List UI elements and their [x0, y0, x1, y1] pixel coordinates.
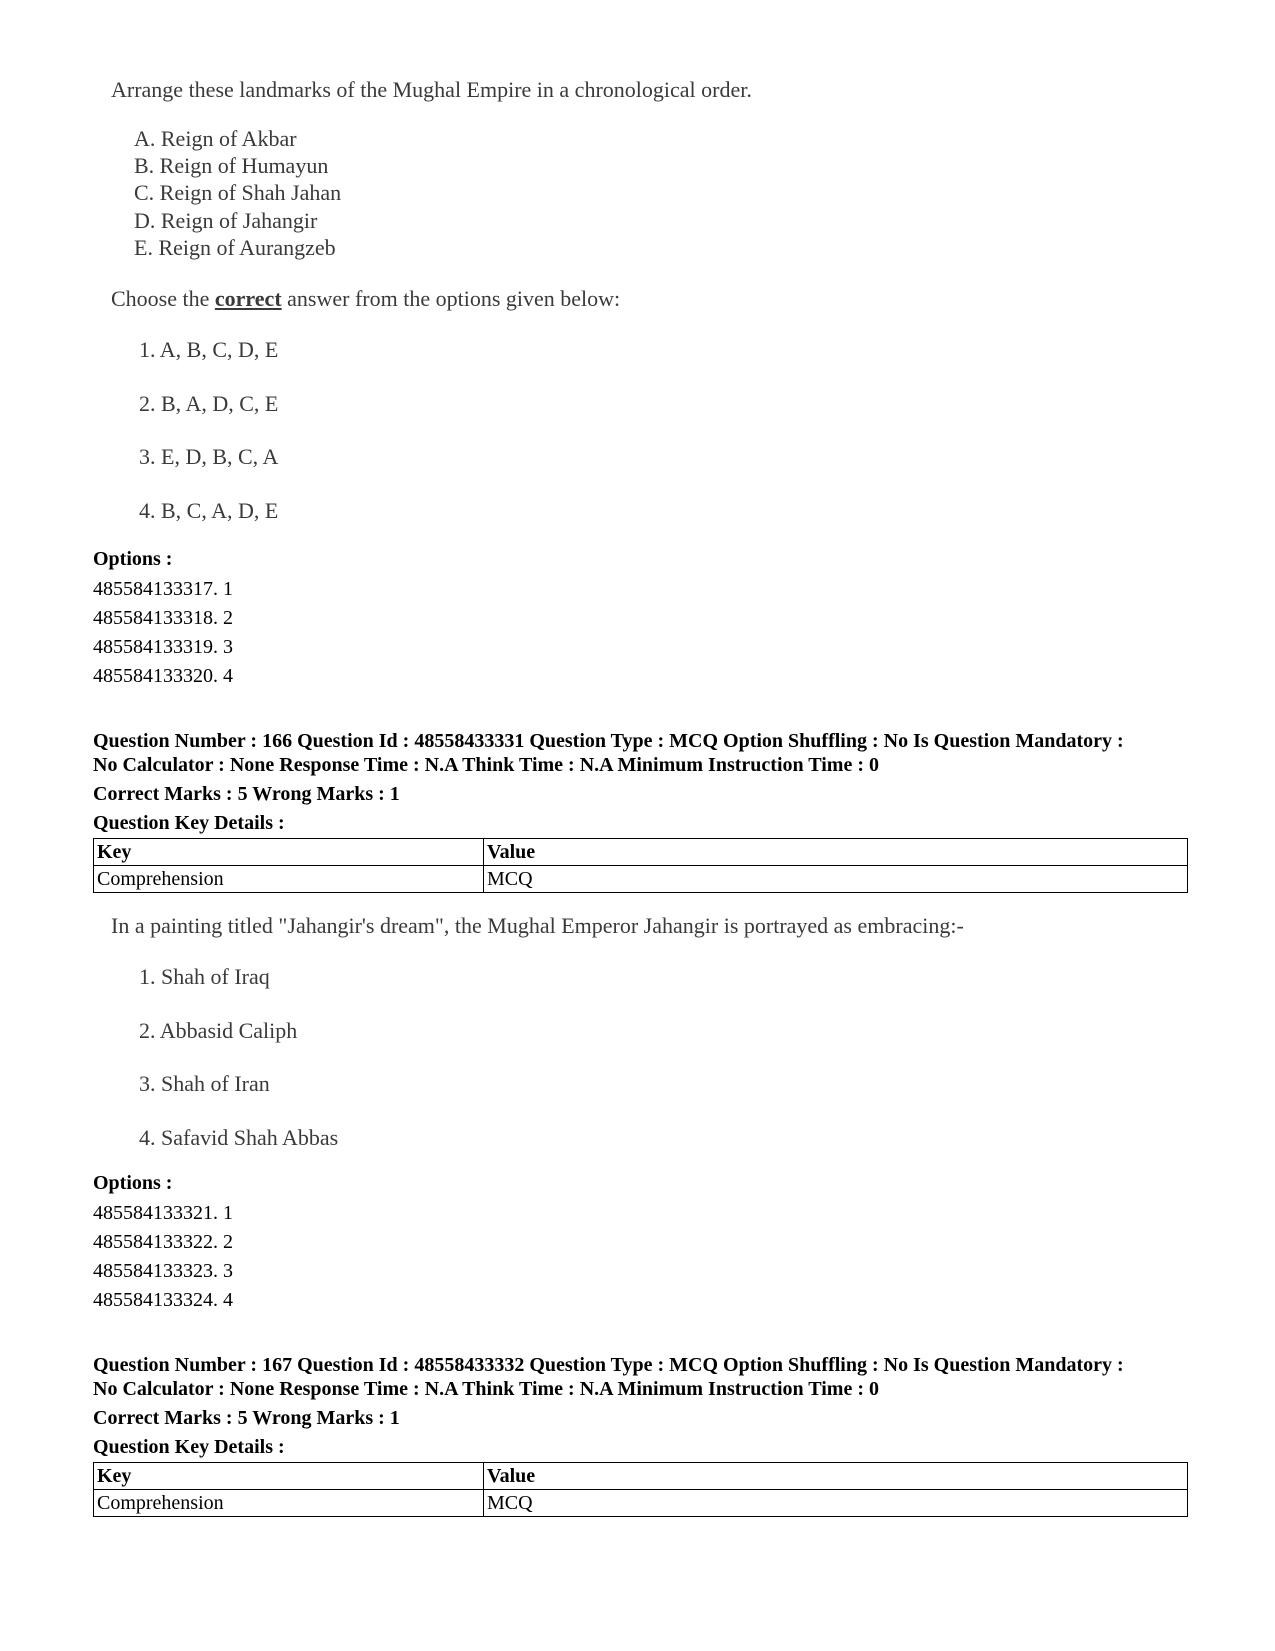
table-header-row [94, 839, 1188, 866]
table-row [94, 866, 1188, 893]
question-key-table [93, 1462, 1188, 1517]
question-166-meta [93, 729, 1193, 835]
table-cell: Comprehension [94, 866, 484, 893]
table-header-cell: Key [94, 839, 484, 866]
option-item: 485584133319. 3 [93, 636, 233, 658]
list-item: C. Reign of Shah Jahan [134, 180, 342, 206]
table-header-row [94, 1463, 1188, 1490]
choice-item: 2. Abbasid Caliph [139, 1017, 298, 1043]
table-header-cell: Value [484, 839, 1188, 866]
answer-choices [139, 336, 278, 550]
choice-item: 4. Safavid Shah Abbas [139, 1124, 339, 1150]
table-header-cell: Key [94, 1463, 484, 1490]
list-item: E. Reign of Aurangzeb [134, 234, 336, 260]
meta-line: No Calculator : None Response Time : N.A Think Time : N.A Minimum Instruction Time : 0 [93, 754, 879, 776]
table-cell: Comprehension [94, 1490, 484, 1517]
choice-item: 4. B, C, A, D, E [139, 497, 279, 523]
table-cell: MCQ [484, 866, 1188, 893]
choice-item: 3. Shah of Iran [139, 1071, 270, 1096]
option-item: 485584133322. 2 [93, 1231, 233, 1253]
option-item: 485584133323. 3 [93, 1260, 233, 1282]
option-item: 485584133320. 4 [93, 665, 233, 687]
choice-item: 1. A, B, C, D, E [139, 337, 279, 362]
option-item: 485584133317. 1 [93, 578, 233, 600]
key-details-label: Question Key Details : [93, 1436, 285, 1458]
table-cell: MCQ [484, 1490, 1188, 1517]
instruction-pre: Choose the [111, 286, 215, 311]
list-item: A. Reign of Akbar [134, 126, 297, 151]
table-header-cell: Value [484, 1463, 1188, 1490]
answer-instruction [111, 285, 620, 312]
marks-line: Correct Marks : 5 Wrong Marks : 1 [93, 1407, 400, 1429]
question-prompt: Arrange these landmarks of the Mughal Empire in a chronological order. [111, 77, 752, 102]
choice-item: 2. B, A, D, C, E [139, 390, 279, 416]
options-list [93, 577, 233, 693]
options-title: Options : [93, 548, 173, 570]
option-item: 485584133321. 1 [93, 1202, 233, 1224]
answer-choices [139, 963, 338, 1177]
meta-line: No Calculator : None Response Time : N.A Think Time : N.A Minimum Instruction Time : 0 [93, 1378, 879, 1400]
choice-item: 1. Shah of Iraq [139, 964, 270, 989]
options-title: Options : [93, 1172, 173, 1194]
question-key-table [93, 838, 1188, 893]
instruction-post: answer from the options given below: [281, 286, 621, 311]
choice-item: 3. E, D, B, C, A [139, 444, 279, 469]
meta-line: Question Number : 167 Question Id : 48558433332 Question Type : MCQ Option Shuffling : No Is Question Mandatory : [93, 1354, 1124, 1376]
list-item: B. Reign of Humayun [134, 153, 329, 179]
meta-line: Question Number : 166 Question Id : 48558433331 Question Type : MCQ Option Shuffling : No Is Question Mandatory : [93, 730, 1124, 752]
table-row [94, 1490, 1188, 1517]
question-prompt: In a painting titled "Jahangir's dream", the Mughal Emperor Jahangir is portrayed as embracing:- [111, 913, 964, 938]
options-list [93, 1201, 233, 1317]
option-item: 485584133324. 4 [93, 1289, 233, 1311]
marks-line: Correct Marks : 5 Wrong Marks : 1 [93, 783, 400, 805]
question-167-meta [93, 1353, 1193, 1459]
list-item: D. Reign of Jahangir [134, 207, 318, 233]
key-details-label: Question Key Details : [93, 812, 285, 834]
option-item: 485584133318. 2 [93, 607, 233, 629]
instruction-emphasis: correct [214, 286, 282, 311]
landmark-list [134, 125, 341, 261]
